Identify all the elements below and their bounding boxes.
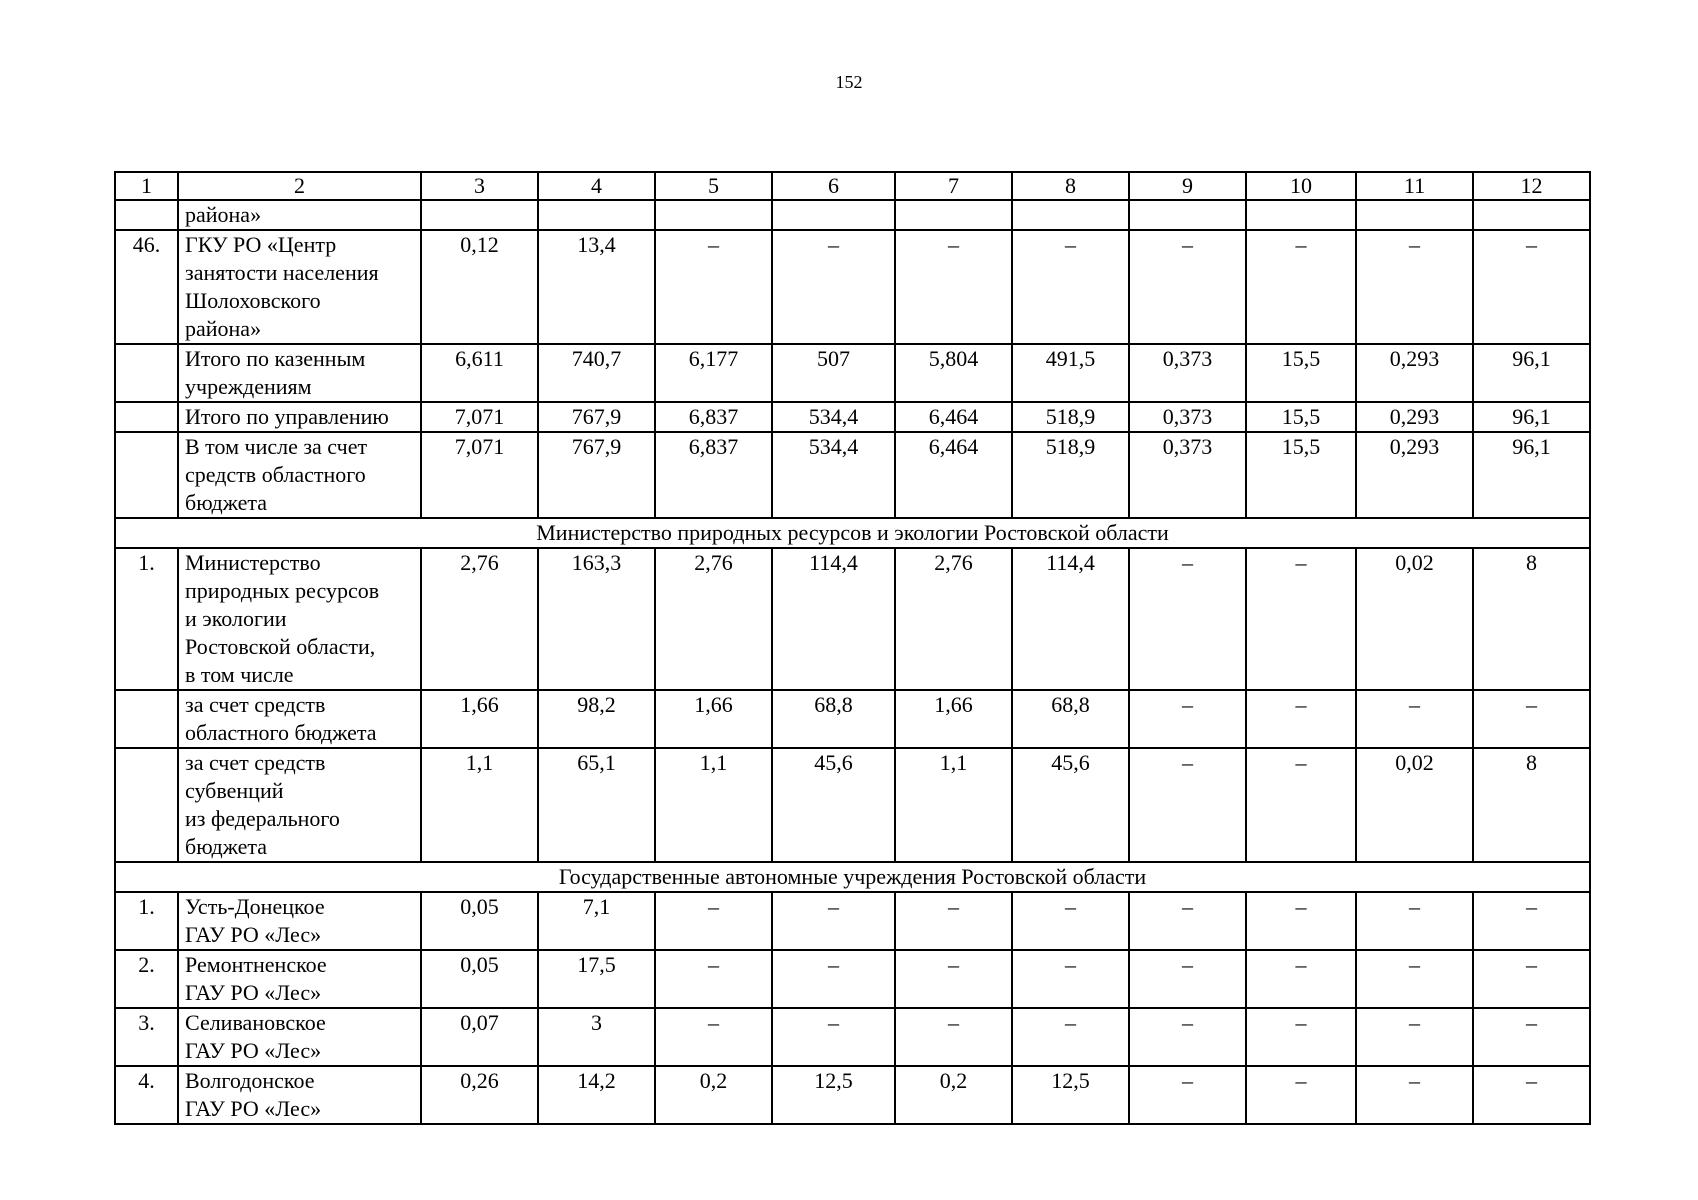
value-cell: 767,9	[538, 402, 655, 432]
value-cell: –	[1246, 1008, 1356, 1066]
value-cell: 15,5	[1246, 432, 1356, 518]
value-cell	[1246, 200, 1356, 230]
value-cell: 6,464	[895, 402, 1012, 432]
value-cell: –	[1356, 892, 1473, 950]
row-number-cell: 1.	[115, 892, 178, 950]
value-cell: 0,293	[1356, 402, 1473, 432]
value-cell: 7,071	[421, 432, 538, 518]
table-row	[115, 950, 1590, 1008]
value-cell: 3	[538, 1008, 655, 1066]
value-cell	[1473, 200, 1590, 230]
value-cell: 2,76	[895, 548, 1012, 690]
value-cell: –	[1012, 230, 1129, 344]
value-cell: 12,5	[772, 1066, 895, 1124]
column-number-cell: 9	[1129, 172, 1246, 200]
value-cell: 5,804	[895, 344, 1012, 402]
row-name-cell: за счет средств субвенций из федерального бюджета	[178, 748, 421, 862]
row-name-cell: Усть-Донецкое ГАУ РО «Лес»	[178, 892, 421, 950]
value-cell: –	[895, 1008, 1012, 1066]
row-name-cell: Волгодонское ГАУ РО «Лес»	[178, 1066, 421, 1124]
value-cell: –	[1012, 950, 1129, 1008]
column-number-cell: 8	[1012, 172, 1129, 200]
value-cell: –	[1012, 1008, 1129, 1066]
value-cell: 0,02	[1356, 548, 1473, 690]
value-cell: –	[1356, 1066, 1473, 1124]
value-cell: –	[1473, 230, 1590, 344]
value-cell: 17,5	[538, 950, 655, 1008]
section-title: Государственные автономные учреждения Ростовской области	[115, 862, 1590, 892]
value-cell: 68,8	[772, 690, 895, 748]
value-cell: –	[1246, 892, 1356, 950]
value-cell: 0,293	[1356, 432, 1473, 518]
data-table	[114, 171, 1591, 1125]
value-cell: 45,6	[772, 748, 895, 862]
value-cell: 12,5	[1012, 1066, 1129, 1124]
value-cell: –	[772, 230, 895, 344]
value-cell: 1,1	[421, 748, 538, 862]
table-row	[115, 548, 1590, 690]
value-cell: 68,8	[1012, 690, 1129, 748]
value-cell: 6,611	[421, 344, 538, 402]
table-row	[115, 892, 1590, 950]
row-name-cell: района»	[178, 200, 421, 230]
section-header-row	[115, 862, 1590, 892]
value-cell: –	[1012, 892, 1129, 950]
column-number-cell: 5	[655, 172, 772, 200]
value-cell: –	[772, 950, 895, 1008]
value-cell: 1,1	[655, 748, 772, 862]
value-cell: –	[1246, 230, 1356, 344]
row-name-cell: Итого по казенным учреждениям	[178, 344, 421, 402]
value-cell: 0,373	[1129, 344, 1246, 402]
value-cell: 507	[772, 344, 895, 402]
value-cell: –	[655, 1008, 772, 1066]
column-number-cell: 4	[538, 172, 655, 200]
table-row	[115, 1008, 1590, 1066]
section-title: Министерство природных ресурсов и экологии Ростовской области	[115, 518, 1590, 548]
value-cell: 518,9	[1012, 432, 1129, 518]
row-number-cell: 1.	[115, 548, 178, 690]
value-cell: –	[1473, 690, 1590, 748]
value-cell: –	[655, 230, 772, 344]
value-cell: –	[1246, 690, 1356, 748]
table-row	[115, 230, 1590, 344]
value-cell	[538, 200, 655, 230]
row-name-cell: Министерство природных ресурсов и экологии Ростовской области, в том числе	[178, 548, 421, 690]
row-number-cell: 2.	[115, 950, 178, 1008]
value-cell: 15,5	[1246, 344, 1356, 402]
value-cell: –	[895, 950, 1012, 1008]
value-cell: –	[1473, 950, 1590, 1008]
row-number-cell	[115, 690, 178, 748]
value-cell	[1012, 200, 1129, 230]
value-cell: –	[1356, 1008, 1473, 1066]
value-cell: 7,1	[538, 892, 655, 950]
value-cell: 1,1	[895, 748, 1012, 862]
value-cell: –	[772, 1008, 895, 1066]
column-number-cell: 10	[1246, 172, 1356, 200]
value-cell: 534,4	[772, 402, 895, 432]
value-cell	[1356, 200, 1473, 230]
value-cell: 740,7	[538, 344, 655, 402]
value-cell: –	[1356, 230, 1473, 344]
value-cell	[895, 200, 1012, 230]
value-cell: –	[1129, 748, 1246, 862]
value-cell: 518,9	[1012, 402, 1129, 432]
value-cell: 114,4	[772, 548, 895, 690]
value-cell: –	[895, 230, 1012, 344]
value-cell: –	[1129, 950, 1246, 1008]
value-cell: 0,373	[1129, 402, 1246, 432]
value-cell: 114,4	[1012, 548, 1129, 690]
value-cell: –	[1473, 1008, 1590, 1066]
value-cell: –	[1129, 892, 1246, 950]
value-cell: 163,3	[538, 548, 655, 690]
value-cell	[772, 200, 895, 230]
column-number-cell: 1	[115, 172, 178, 200]
value-cell: –	[1246, 548, 1356, 690]
value-cell: 2,76	[655, 548, 772, 690]
value-cell: 2,76	[421, 548, 538, 690]
value-cell	[421, 200, 538, 230]
value-cell: 45,6	[1012, 748, 1129, 862]
row-number-cell	[115, 344, 178, 402]
value-cell: –	[1473, 1066, 1590, 1124]
page-number: 152	[835, 72, 863, 92]
table-row	[115, 748, 1590, 862]
value-cell: 14,2	[538, 1066, 655, 1124]
value-cell: 96,1	[1473, 432, 1590, 518]
table-row	[115, 432, 1590, 518]
row-number-cell	[115, 432, 178, 518]
value-cell: 98,2	[538, 690, 655, 748]
value-cell	[655, 200, 772, 230]
value-cell: 0,05	[421, 950, 538, 1008]
value-cell: 6,837	[655, 402, 772, 432]
row-number-cell	[115, 402, 178, 432]
row-name-cell: Ремонтненское ГАУ РО «Лес»	[178, 950, 421, 1008]
value-cell: 534,4	[772, 432, 895, 518]
value-cell: 6,177	[655, 344, 772, 402]
column-number-cell: 2	[178, 172, 421, 200]
table-row	[115, 200, 1590, 230]
table-row	[115, 1066, 1590, 1124]
row-number-cell: 46.	[115, 230, 178, 344]
value-cell: –	[1246, 1066, 1356, 1124]
value-cell: –	[1129, 548, 1246, 690]
value-cell: 0,26	[421, 1066, 538, 1124]
table-row	[115, 344, 1590, 402]
value-cell: 0,2	[895, 1066, 1012, 1124]
row-number-cell	[115, 748, 178, 862]
value-cell: 1,66	[421, 690, 538, 748]
value-cell: –	[1246, 950, 1356, 1008]
value-cell: –	[772, 892, 895, 950]
row-name-cell: В том числе за счет средств областного бюджета	[178, 432, 421, 518]
column-number-cell: 7	[895, 172, 1012, 200]
value-cell: 0,293	[1356, 344, 1473, 402]
value-cell: –	[1246, 748, 1356, 862]
value-cell: 6,464	[895, 432, 1012, 518]
row-number-cell	[115, 200, 178, 230]
row-name-cell: ГКУ РО «Центр занятости населения Шолоховского района»	[178, 230, 421, 344]
value-cell: 15,5	[1246, 402, 1356, 432]
value-cell: 8	[1473, 548, 1590, 690]
value-cell: 0,07	[421, 1008, 538, 1066]
section-header-row	[115, 518, 1590, 548]
value-cell: 0,02	[1356, 748, 1473, 862]
value-cell: 1,66	[655, 690, 772, 748]
value-cell: 96,1	[1473, 344, 1590, 402]
value-cell	[1129, 200, 1246, 230]
value-cell: 1,66	[895, 690, 1012, 748]
value-cell: 65,1	[538, 748, 655, 862]
value-cell: –	[1356, 950, 1473, 1008]
value-cell: 96,1	[1473, 402, 1590, 432]
value-cell: 13,4	[538, 230, 655, 344]
column-number-cell: 6	[772, 172, 895, 200]
row-number-cell: 4.	[115, 1066, 178, 1124]
row-number-cell: 3.	[115, 1008, 178, 1066]
value-cell: –	[1356, 690, 1473, 748]
value-cell: –	[655, 892, 772, 950]
table-row	[115, 402, 1590, 432]
value-cell: –	[1129, 690, 1246, 748]
value-cell: –	[1129, 1008, 1246, 1066]
column-number-cell: 12	[1473, 172, 1590, 200]
value-cell: 6,837	[655, 432, 772, 518]
value-cell: –	[1129, 1066, 1246, 1124]
value-cell: –	[655, 950, 772, 1008]
value-cell: –	[1129, 230, 1246, 344]
value-cell: 767,9	[538, 432, 655, 518]
column-number-cell: 11	[1356, 172, 1473, 200]
value-cell: 0,2	[655, 1066, 772, 1124]
value-cell: 0,05	[421, 892, 538, 950]
value-cell: 491,5	[1012, 344, 1129, 402]
value-cell: 0,373	[1129, 432, 1246, 518]
column-number-row	[115, 172, 1590, 200]
value-cell: –	[895, 892, 1012, 950]
table-row	[115, 690, 1590, 748]
row-name-cell: Итого по управлению	[178, 402, 421, 432]
value-cell: 8	[1473, 748, 1590, 862]
value-cell: 7,071	[421, 402, 538, 432]
row-name-cell: Селивановское ГАУ РО «Лес»	[178, 1008, 421, 1066]
row-name-cell: за счет средств областного бюджета	[178, 690, 421, 748]
value-cell: –	[1473, 892, 1590, 950]
value-cell: 0,12	[421, 230, 538, 344]
column-number-cell: 3	[421, 172, 538, 200]
